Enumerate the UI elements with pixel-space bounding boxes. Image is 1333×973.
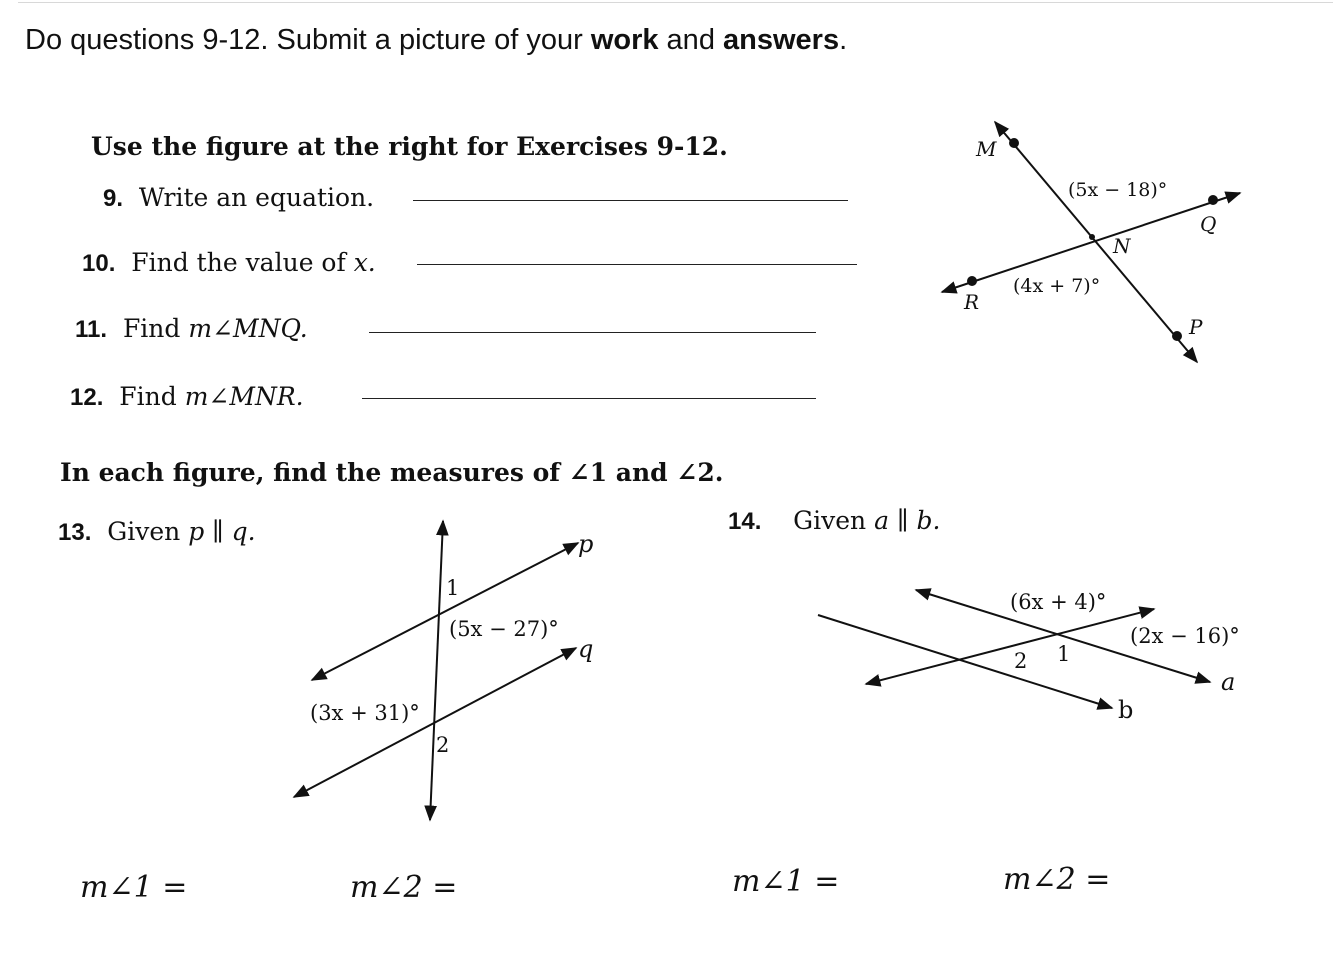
angle-expr-5x-27: (5x − 27)° <box>449 617 559 641</box>
angle-label-2: 2 <box>436 733 450 757</box>
point-p <box>1172 331 1182 341</box>
point-r <box>967 276 977 286</box>
label-p: p <box>578 530 594 558</box>
angle-expr-5x-18: (5x − 18)° <box>1068 179 1168 201</box>
q13-angle2-answer[interactable]: m∠2 = <box>350 870 458 905</box>
question-13-given: 13. Given p ∥ q. <box>58 517 256 546</box>
label-q: Q <box>1200 212 1217 236</box>
question-9: 9. Write an equation. <box>103 183 375 212</box>
line-p <box>312 543 578 680</box>
label-r: R <box>964 290 980 314</box>
question-10: 10. Find the value of x. <box>82 248 376 277</box>
label-q: q <box>578 635 594 663</box>
point-m <box>1009 138 1019 148</box>
q13-angle1-answer[interactable]: m∠1 = <box>80 870 188 905</box>
figure-q13 <box>294 521 593 820</box>
bold-answers: answers <box>723 24 840 56</box>
point-q <box>1208 195 1218 205</box>
question-11: 11. Find m∠MNQ. <box>75 314 308 343</box>
transversal-line <box>430 521 443 820</box>
label-m: M <box>976 137 997 161</box>
angle-expr-6x-4: (6x + 4)° <box>1010 590 1107 614</box>
figure-transversal-mnq <box>942 122 1240 362</box>
angle-expr-3x-31: (3x + 31)° <box>310 701 420 725</box>
q14-angle2-answer[interactable]: m∠2 = <box>1003 862 1111 897</box>
label-n: N <box>1113 234 1131 258</box>
label-p: P <box>1189 315 1203 339</box>
assignment-instruction: Do questions 9-12. Submit a picture of your work and answers. <box>25 24 848 56</box>
q14-angle1-answer[interactable]: m∠1 = <box>732 864 840 899</box>
label-a: a <box>1221 668 1236 696</box>
section1-heading: Use the figure at the right for Exercises 9-12. <box>91 132 728 161</box>
bold-work: work <box>590 24 659 56</box>
angle-label-1: 1 <box>446 576 460 600</box>
question-14-given: 14. Given a ∥ b. <box>728 506 941 535</box>
angle-label-2: 2 <box>1014 649 1028 673</box>
figure-q14 <box>818 590 1240 724</box>
question-12: 12. Find m∠MNR. <box>70 382 304 411</box>
angle-label-1: 1 <box>1057 642 1071 666</box>
angle-expr-4x-7: (4x + 7)° <box>1013 275 1101 297</box>
angle-expr-2x-16: (2x − 16)° <box>1130 624 1240 648</box>
label-b: b <box>1118 696 1134 724</box>
line-mp <box>995 122 1197 362</box>
point-n <box>1089 234 1095 240</box>
section2-heading: In each figure, find the measures of ∠1 and ∠2. <box>60 458 724 487</box>
